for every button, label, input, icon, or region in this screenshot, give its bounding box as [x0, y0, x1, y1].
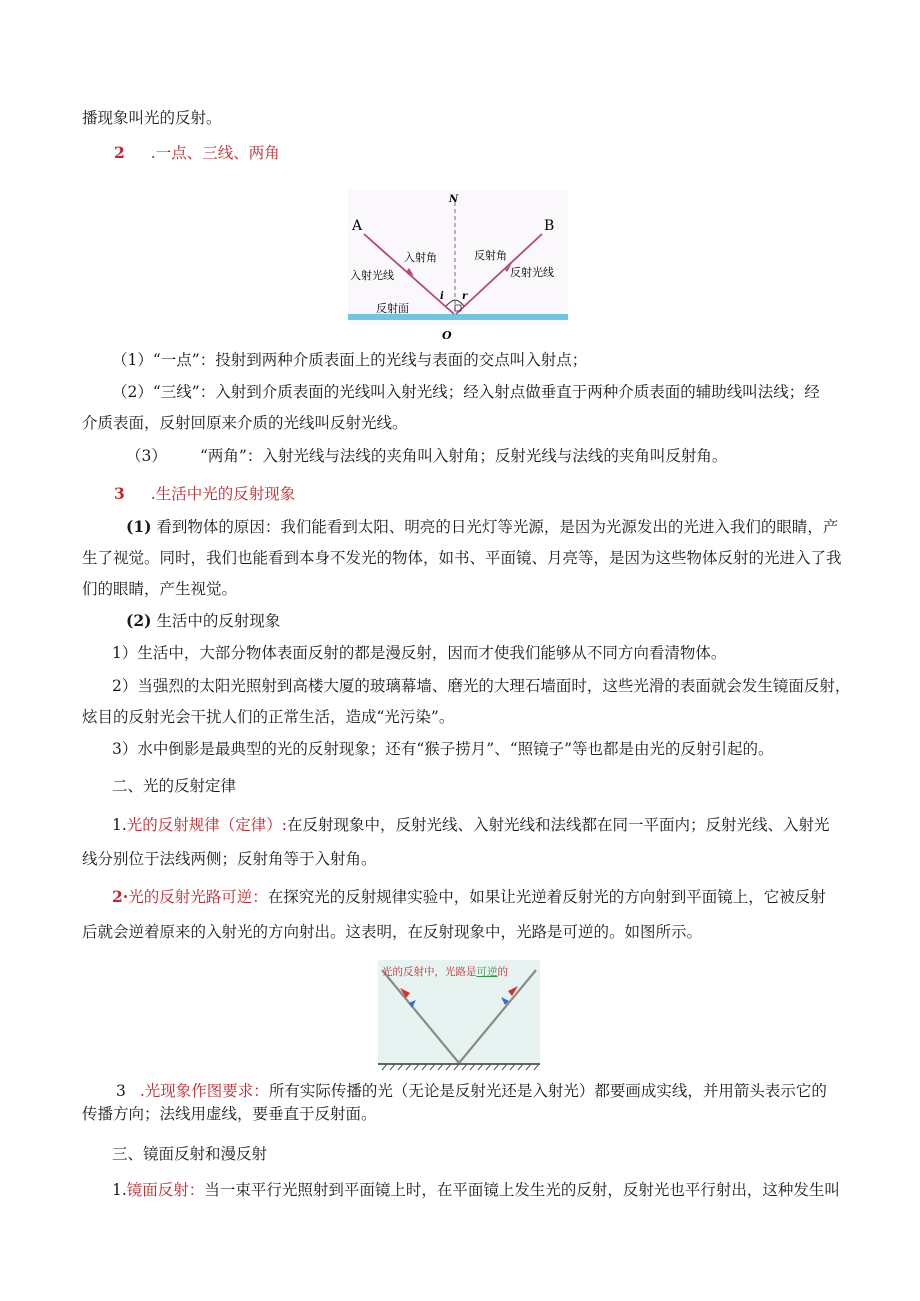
reflection-diagram: [342, 190, 574, 342]
label-B: B: [544, 218, 555, 234]
heading-mirror-diffuse: 三、镜面反射和漫反射: [112, 1145, 268, 1163]
section-3-heading: [114, 484, 295, 504]
item-three-lines-cont: 介质表面，反射回原来介质的光线叫反射光线。: [82, 414, 408, 432]
law-3: [116, 1081, 827, 1101]
intro-line: 播现象叫光的反射。: [82, 109, 222, 127]
item-two-angles: “两角”：入射光线与法线的夹角叫入射角；反射光线与法线的夹角叫反射角。: [200, 447, 728, 465]
law-1: [112, 815, 830, 835]
law-1-cont: 线分别位于法线两侧；反射角等于入射角。: [82, 850, 377, 868]
label-r: r: [462, 291, 468, 302]
item-term: 镜面反射：: [126, 1181, 205, 1199]
reflected-ray-label: 反射光线: [510, 266, 554, 279]
section-number: 3: [114, 484, 125, 503]
label-N: N: [449, 194, 459, 205]
reversible-path-diagram: [378, 960, 542, 1072]
para-life-reflection: [126, 611, 280, 631]
label-O: O: [442, 329, 452, 342]
life-item-2: 2）当强烈的太阳光照射到高楼大厦的玻璃幕墙、磨光的大理石墙面时，这些光滑的表面就会发生镜面反射，: [112, 677, 851, 695]
law-number: 3: [116, 1082, 126, 1100]
law-term: 光的反射规律（定律）:: [126, 816, 288, 834]
incident-ray-label: 入射光线: [350, 269, 394, 282]
section-2-heading: [114, 143, 280, 163]
life-item-1: 1）生活中，大部分物体表面反射的都是漫反射，因而才使我们能够从不同方向看清物体。: [112, 644, 727, 662]
label-i: i: [440, 291, 444, 302]
caption-part-a: 光的反射中，光路是: [382, 966, 477, 978]
para-visual-reason: [126, 517, 838, 537]
law-term: 光的反射光路可逆：: [128, 888, 268, 906]
item-three-lines: （2）“三线”：入射到介质表面的光线叫入射光线；经入射点做垂直于两种介质表面的辅助线叫法线；经: [112, 383, 820, 401]
section-title: .一点、三线、两角: [150, 144, 280, 162]
law-text: 所有实际传播的光（无论是反射光还是入射光）都要画成实线，并用箭头表示它的: [268, 1082, 827, 1100]
item-one-point: （1）“一点”：投射到两种介质表面上的光线与表面的交点叫入射点；: [112, 351, 588, 369]
law-2: [112, 887, 826, 907]
law-text: 在探究光的反射规律实验中，如果让光逆着反射光的方向射到平面镜上，它被反射: [267, 888, 826, 906]
reflected-angle-label: 反射角: [474, 249, 507, 262]
law-2-cont: 后就会逆着原来的入射光的方向射出。这表明，在反射现象中，光路是可逆的。如图所示。: [82, 923, 703, 941]
mirror-reflection: [112, 1180, 840, 1200]
label-A: A: [352, 218, 363, 234]
mirror-hatching: [382, 1064, 539, 1070]
incident-angle-label: 入射角: [404, 251, 437, 264]
life-item-2-cont: 炫目的反射光会干扰人们的正常生活，造成“光污染”。: [82, 708, 455, 726]
law-3-cont: 传播方向；法线用虚线，要垂直于反射面。: [82, 1105, 377, 1123]
heading-reflection-law: 二、光的反射定律: [112, 777, 237, 795]
law-text: 在反射现象中，反射光线、入射光线和法线都在同一平面内；反射光线、入射光: [287, 816, 830, 834]
caption-part-c: 的: [497, 966, 508, 978]
caption-part-b: 可逆: [476, 966, 498, 978]
para-visual-reason-line3: 们的眼睛，产生视觉。: [82, 580, 238, 598]
para-visual-reason-line2: 生了视觉。同时，我们也能看到本身不发光的物体，如书、平面镜、月亮等，是因为这些物体反射的光进入了我: [82, 549, 842, 567]
law-number: 2·: [112, 887, 129, 906]
life-item-3: 3）水中倒影是最典型的光的反射现象；还有“猴子捞月”、“照镜子”等也都是由光的反射引起的。: [112, 740, 774, 758]
law-term: .光现象作图要求：: [139, 1082, 269, 1100]
fig-caption: [382, 965, 509, 978]
para-number: (1): [126, 517, 152, 536]
para-text: 看到物体的原因：我们能看到太阳、明亮的日光灯等光源，是因为光源发出的光进入我们的眼睛，产: [156, 518, 839, 536]
section-title: .生活中光的反射现象: [150, 485, 296, 503]
para-text: 生活中的反射现象: [156, 612, 281, 630]
item-text: 当一束平行光照射到平面镜上时，在平面镜上发生光的反射，反射光也平行射出，这种发生叫: [204, 1181, 840, 1199]
law-number: 1.: [112, 816, 127, 834]
surface-label: 反射面: [376, 302, 409, 315]
item-number: 1.: [112, 1181, 127, 1199]
section-number: 2: [114, 143, 125, 162]
item-two-angles-num: （3）: [126, 447, 167, 465]
para-number: (2): [126, 611, 152, 630]
